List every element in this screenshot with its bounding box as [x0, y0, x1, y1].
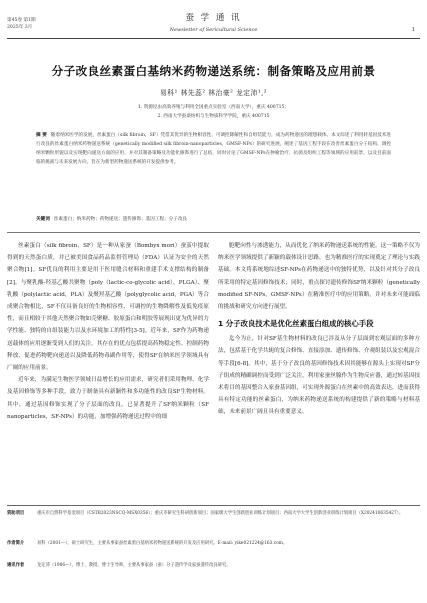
footnote-funding [7, 509, 420, 519]
footnote-author-bio [7, 539, 420, 549]
footnote-divider [7, 505, 420, 506]
intro-paragraph-1: 丝素蛋白（silk fibroin，SF）是一种从家蚕（Bombyx mori）蚕茧中提取得到的天然蛋白质，并已被美国食品药品监督管理局（FDA）认证为安全的天然聚合物[1]。SF优良的利用主要是用于医用缝合材料和重建手术支撑结构的制备[2]。与聚乳酸-羟基乙酸共聚物（poly（lactic-co-glycolic acid），PLGA）、聚乳酸（polylactic acid，PLA）及聚羟基乙酸（polyglycolic acid，PGA）等合成聚合物相比，SF不仅具备良好的生物相容性、可调控的生物降解性及低免疫原性，而且相较于其他天然聚合物如壳聚糖、胶原蛋白和明胶等展现出更为优异的力学性能、独特的自组装能力以及水环境加工的特性[3-5]。近年来，SF作为药物递送载体的应用逐渐受到人们的关注，其存在的优点包括提高药物稳定性、控制药物释放、促进药物靶向递送以及降低药物毒副作用等，使得SF在纳米医学领域具有广阔的应用前景。 [7, 243, 209, 372]
page-header [0, 7, 427, 47]
footnote-label: 资助项目 [7, 511, 25, 516]
abstract-divider [7, 232, 420, 233]
author-list: 易科¹ 林先蕊² 林治豪² 龙定沛¹,² [159, 89, 268, 97]
affiliation-2: 2. 西南大学蚕桑纺织与生物质科学学院，重庆 400715 [157, 114, 270, 119]
keywords-label: 关键词 [36, 217, 50, 222]
footnote-text: 龙定沛（1986—），博士，教授，博士生导师，主要从事家蚕（蚕）分子遗传学及家蚕遗传改良研究。 [37, 563, 231, 568]
abstract-text: 随着纳米医学的发展，丝素蛋白（silk fibroin，SF）凭借其优异的生物相容性、可调控降解性和自组装能力，成为药物递送的理想载体。本文综述了利用转基因技术进行改良的丝素蛋白纳米药物递送系统（genetically modified silk fibroin-nanoparticles，GMSF-NPs）的研究进展，阐述了基因工程手段在改善丝素蛋白分子结构、调控纳米颗粒形貌以及实现靶向递送方面的应用，并对其制备策略及功能化修饰进行了总结，同时讨论了GMSF-NPs在肿瘤治疗、抗菌及组织工程等领域的应用前景，以及目前面临的挑战与未来发展方向，旨在为新型药物递送系统的开发提供参考。 [36, 133, 391, 165]
journal-title-english: Newsletter of Sericultural Science [169, 27, 258, 33]
keywords [36, 215, 391, 224]
section-1-paragraph: 迄今为止，针对SF基生物材料的改良已涉及从分子层面到宏观层面的多种方法，包括基于化学共轭的复合修饰、直接添加、遗传修饰、介观组装以及宏观混合等手段[6-8]。其中，基于分子改良的基因修饰技术因其能够在源头上实现对SF分子组成的精确调控而受到广泛关注。利用家蚕丝腺作为生物反应器，通过转基因技术将目的基因整合入家蚕基因组，可实现外源蛋白在丝素中的高效表达，进而获得具有特定功能的丝素蛋白，为纳米药物递送系统的构建提供了新的策略与材料基础，未来前景广阔且具有重要意义。 [218, 336, 420, 416]
footnote-text: 易科（2001—），硕士研究生，主要从事家蚕丝素蛋白基纳米药物递送系统的开发及应用研究。E-mail: yike021224@163.com。 [37, 541, 288, 546]
journal-title: 蚕 学 通 讯 [185, 13, 242, 23]
issue-date: 2025年 3月 [7, 25, 33, 30]
right-column [218, 240, 420, 419]
intro-paragraph-3: 胞靶向性与渗透能力，从而优化了纳米药物递送系统的性能。这一策略不仅为纳米医学领域提供了新颖的载体设计思路，也为精准医疗的实现奠定了理论与实践基础。本文将系统地综述SF-NPs在药物递送中的独特优势，以及针对其分子改良所采用的特定基因修饰技术；同时，重点探讨遗传修饰SF纳米颗粒（genetically modified SF-NPs，GMSF-NPs）在精准医疗中的应用策略，并对未来可能面临的挑战和研究方向进行展望。 [218, 243, 420, 311]
footnote-text: 重庆市自然科学基金项目（CSTB2023NSCQ-MSX0356）；重庆市研究生科研创新项目；国家级大学生创新创业训练计划项目；西南大学大学生创新创业训练计划项目（X202410635427）。 [37, 511, 404, 516]
intro-paragraph-2: 近年来，为满足生物医学领域日益增长的应用需求，研究者们采用物理、化学及基因修饰等多种手段，致力于制备具有新颖性和多功能性的改良SF生物材料。其中，通过基因修饰实现了分子层面的改良，已显著提升了SF纳米颗粒（SF nanoparticles，SF-NPs）的功能，加增强药物递送过程中的细 [7, 377, 209, 420]
left-column [7, 240, 209, 423]
abstract-label: 摘 要 [36, 133, 47, 138]
affiliation-1: 1. 资源昆虫高效养殖与利用全国重点实验室（西南大学），重庆 400715； [137, 105, 290, 110]
footnote-corresponding [7, 561, 420, 571]
article-title: 分子改良丝素蛋白基纳米药物递送系统：制备策略及应用前景 [51, 64, 376, 78]
footnote-label: 通讯作者 [7, 563, 25, 568]
section-1-heading: 1 分子改良技术是优化丝素蛋白组成的核心手段 [218, 319, 374, 329]
header-divider [7, 38, 420, 39]
page-number: 1 [411, 27, 415, 33]
keywords-text: 丝素蛋白；纳米药物；药物递送；遗传修饰；基因工程；分子改良 [53, 217, 188, 222]
abstract [36, 131, 391, 167]
footnote-label: 作者简介 [7, 541, 25, 546]
volume-number: 第45卷 第1期 [7, 18, 36, 23]
